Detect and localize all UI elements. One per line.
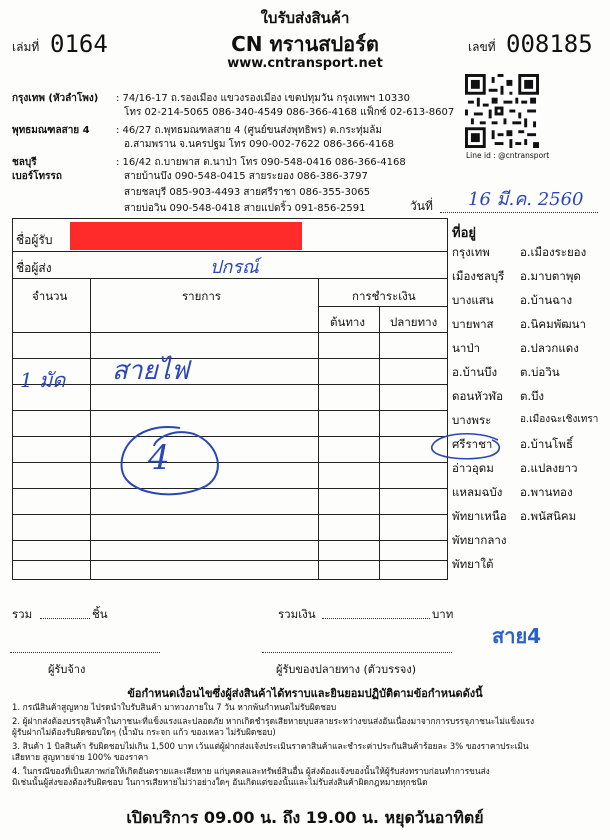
destination-area: บายพาส: [452, 317, 494, 331]
receipt-number-label: เลขที่: [468, 40, 496, 54]
branch-name: พุทธมณฑลสาย 4: [12, 125, 90, 136]
destination-area: พัทยาเหนือ: [452, 509, 507, 523]
company-website: www.cntransport.net: [227, 56, 383, 71]
date-label: วันที่: [410, 199, 433, 213]
divider: [318, 306, 448, 307]
destination-area: แหลมฉบัง: [452, 485, 503, 499]
route-note: สาย4: [492, 624, 542, 648]
destination-area: ดอนหัวฬ่อ: [452, 389, 504, 403]
divider: [12, 332, 448, 333]
sender-value: ปกรณ์: [210, 257, 259, 278]
employer-signature-line: [10, 652, 160, 653]
employer-signature-label: ผู้รับจ้าง: [48, 663, 86, 676]
branch-address: : 46/27 ถ.พุทธมณฑลสาย 4 (ศูนย์ขนส่งพุทธิพร) ต.กระทุ่มล้ม: [116, 125, 382, 136]
destination-district: อ.มาบตาพุด: [520, 269, 581, 283]
destination-row: [452, 241, 607, 263]
line-id: Line id : @cntransport: [466, 151, 550, 160]
handwritten-circle-mark: [428, 430, 504, 464]
destination-area: อ่าวอุดม: [452, 461, 494, 475]
receiver-label: ชื่อผู้รับ: [16, 233, 53, 247]
destination-district: ต.บ่อวิน: [520, 365, 560, 379]
qr-code-icon: [465, 74, 539, 148]
table-row: [12, 560, 448, 561]
condition-item: ผู้รับฝากไม่ต้องรับผิดชอบใดๆ (น้ำมัน กระจก แก้ว ของเหลว ไม่รับผิดชอบ): [12, 727, 276, 737]
destination-district: อ.พานทอง: [520, 485, 573, 499]
branch-phone: โทร 02-214-5065 086-340-4549 086-366-4168 แฟ็กซ์ 02-613-8607: [124, 107, 455, 118]
pieces-unit: ชิ้น: [92, 607, 108, 621]
circled-number: 4: [148, 438, 170, 478]
branch-address: : 74/16-17 ถ.รองเมือง แขวงรองเมือง เขตปทุมวัน กรุงเทพฯ 10330: [116, 93, 410, 104]
table-row: [12, 384, 448, 385]
destination-area: อ.บ้านบึง: [452, 365, 498, 379]
table-row: [12, 540, 448, 541]
destination-district: อ.แปลงยาว: [520, 461, 578, 475]
destination-row: [452, 361, 607, 383]
destination-district: อ.นิคมพัฒนา: [520, 317, 586, 331]
destination-row: [452, 505, 607, 527]
destination-area: พัทยาใต้: [452, 557, 494, 571]
branch-address: : 16/42 ถ.บายพาส ต.นาป่า โทร 090-548-0416 086-366-4168: [116, 157, 406, 168]
handwritten-circle-mark: [110, 416, 230, 504]
destinations-title: ที่อยู่: [452, 226, 476, 241]
destination-area: นาป่า: [452, 341, 481, 355]
row1-qty: 1 มัด: [20, 368, 66, 392]
col-destination: ปลายทาง: [390, 315, 438, 329]
total-pieces-label: รวม: [12, 607, 33, 621]
company-name: CN ทรานสปอร์ต: [231, 32, 379, 56]
table-row: [12, 410, 448, 411]
destination-row: [452, 289, 607, 311]
table-row: [12, 358, 448, 359]
destination-district: อ.เมืองฉะเชิงเทรา: [520, 414, 599, 425]
col-items: รายการ: [182, 289, 221, 303]
column-divider: [90, 278, 91, 580]
receiver-signature-line: [262, 652, 452, 653]
condition-item: 2. ผู้ฝากส่งต้องบรรจุสินค้าในภาชนะที่แข็งแรงและปลอดภัย หากเกิดชำรุดเสียหายบุบสลายระหว่างขนส่งอันเนื่องมาจากการบรรจุภาชนะไม่แข็งแรง: [12, 716, 535, 726]
total-money-label: รวมเงิน: [278, 607, 316, 621]
table-row: [12, 488, 448, 489]
condition-item: มิเช่นนั้นผู้ส่งของต้องรับผิดชอบ ในการเสียหายไม่ว่าอย่างใดๆ อันเกิดแต่ของนั้นและไม่รับส่งสินค้าผิดกฎหมายทุกชนิด: [12, 777, 428, 787]
col-qty: จำนวน: [32, 289, 68, 303]
destination-district: อ.เมืองระยอง: [520, 245, 587, 259]
condition-item: 3. สินค้า 1 บิลสินค้า รับผิดชอบไม่เกิน 1,500 บาท เว้นแต่ผู้ฝากส่งแจ้งประเมินราคาสินค้าและชำระค่าประกันสินค้าร้อยละ 3% ของราคาประเมิน: [12, 741, 529, 751]
redacted-receiver: [70, 222, 302, 250]
column-divider: [318, 278, 319, 580]
destination-area: เมืองชลบุรี: [452, 269, 505, 283]
condition-item: 1. กรณีสินค้าสูญหาย ไปรดนำใบรับสินค้า มาทวงภายใน 7 วัน หากพ้นกำหนดไม่รับผิดชอบ: [12, 702, 337, 712]
destination-row: [452, 529, 607, 551]
receipt-number: 008185: [506, 30, 593, 58]
destination-district: อ.พนัสนิคม: [520, 509, 577, 523]
truck-phone: สายชลบุรี 085-903-4493 สายศรีราชา 086-355-3065: [124, 187, 371, 198]
destination-row: [452, 481, 607, 503]
destination-row: [452, 337, 607, 359]
table-row: [12, 436, 448, 437]
branch-name: ชลบุรี: [12, 157, 37, 168]
destination-area: บางพระ: [452, 413, 492, 427]
truck-phone: สายบ้านบึง 090-548-0415 สายระยอง 086-386-3797: [124, 171, 368, 182]
col-origin: ต้นทาง: [330, 315, 365, 329]
book-number: 0164: [50, 30, 108, 58]
date-value: 16 มี.ค. 2560: [468, 189, 584, 210]
money-unit: บาท: [432, 607, 454, 621]
branch-name: กรุงเทพ (หัวลำโพง): [12, 93, 99, 104]
destination-district: ต.บึง: [520, 389, 545, 403]
destination-area: กรุงเทพ: [452, 245, 490, 259]
column-divider: [379, 306, 380, 580]
truck-phone: สายบ่อวิน 090-548-0418 สายแปดริ้ว 091-856-2591: [124, 203, 366, 214]
total-money-line: [322, 618, 430, 619]
book-number-label: เล่มที่: [12, 40, 40, 54]
conditions-title: ข้อกำหนดเงื่อนไขซึ่งผู้ส่งสินค้าได้ทราบและยินยอมปฏิบัติตามข้อกำหนดดังนี้: [127, 687, 483, 700]
destination-row: [452, 409, 607, 431]
destination-district: อ.บ้านโพธิ์: [520, 437, 573, 451]
destination-area: บางแสน: [452, 293, 494, 307]
sender-label: ชื่อผู้ส่ง: [16, 261, 52, 275]
destination-district: อ.บ้านฉาง: [520, 293, 573, 307]
destination-row: [452, 385, 607, 407]
destination-row: [452, 265, 607, 287]
opening-hours: เปิดบริการ 09.00 น. ถึง 19.00 น. หยุดวันอาทิตย์: [126, 808, 484, 827]
destination-row: [452, 313, 607, 335]
destination-area: ศรีราชา: [452, 437, 493, 451]
destination-district: อ.ปลวกแดง: [520, 341, 579, 355]
col-payment: การชำระเงิน: [352, 289, 416, 303]
total-pieces-line: [40, 618, 90, 619]
branch-name: เบอร์โทรรถ: [12, 171, 62, 182]
destination-row: [452, 553, 607, 575]
table-row: [12, 462, 448, 463]
destination-area: พัทยากลาง: [452, 533, 507, 547]
condition-item: เสียหาย สูญหายจ่าย 100% ของราคา: [12, 752, 149, 762]
row1-item: สายไฟ: [112, 356, 190, 386]
condition-item: 4. ในกรณีของที่เป็นสภาพก่อให้เกิดอันตรายและเสียหาย แก่บุคคลและทรัพย์สินอื่น ผู้ส่งต้องแจ้งของนั้นให้ผู้รับส่งทราบก่อนทำการขนส่ง: [12, 766, 490, 776]
receipt-title: ใบรับส่งสินค้า: [260, 9, 350, 27]
receiver-signature-label: ผู้รับของปลายทาง (ตัวบรรจง): [276, 663, 416, 676]
branch-phone: อ.สามพราน จ.นครปฐม โทร 090-002-7622 086-366-4168: [124, 139, 395, 150]
table-row: [12, 514, 448, 515]
